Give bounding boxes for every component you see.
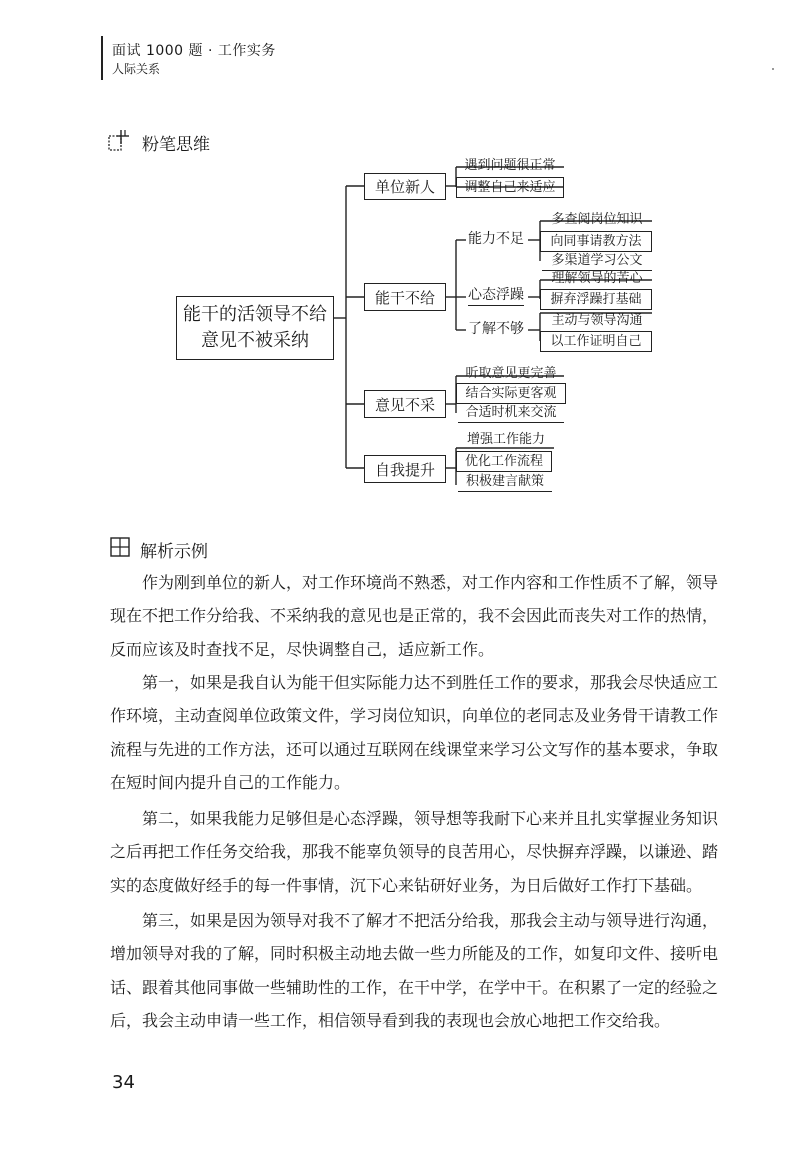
section-title-analysis-example: 解析示例 bbox=[140, 542, 208, 562]
mindmap-branch-self-improvement: 自我提升 bbox=[364, 455, 446, 483]
mindmap-leaf: 向同事请教方法 bbox=[540, 231, 652, 252]
mindmap-connectors bbox=[0, 0, 800, 520]
mindmap-leaf: 主动与领导沟通 bbox=[551, 313, 643, 328]
mindmap-leaf: 多渠道学习公文 bbox=[542, 251, 652, 271]
mindmap-leaf: 调整自己来适应 bbox=[456, 177, 564, 198]
mindmap-sub-ability: 能力不足 bbox=[468, 231, 524, 247]
mindmap-leaf: 优化工作流程 bbox=[456, 451, 552, 472]
body-paragraph-4: 第三，如果是因为领导对我不了解才不把活分给我，那我会主动与领导进行沟通，增加领导对我的了解，同时积极主动地去做一些力所能及的工作，如复印文件、接听电话、跟着其他同事做一些辅助性的工作，在干中学，在学中干。在积累了一定的经验之后，我会主动申请一些工作，相信领导看到我的表现也会放心地把工作交给我。 bbox=[110, 911, 719, 1030]
mindmap-leaf: 多查阅岗位知识 bbox=[551, 212, 643, 227]
mindmap-leaf: 摒弃浮躁打基础 bbox=[540, 289, 652, 310]
mindmap-leaf: 听取意见更完善 bbox=[465, 366, 557, 381]
page-number: 34 bbox=[112, 1072, 135, 1093]
mindmap-leaf: 积极建言献策 bbox=[458, 472, 552, 492]
mindmap-leaf: 理解领导的苦心 bbox=[551, 271, 643, 286]
mindmap-leaf: 遇到问题很正常 bbox=[464, 158, 556, 173]
mindmap-root-line-1: 能干的活领导不给 bbox=[183, 304, 327, 325]
mindmap-branch-not-given-work: 能干不给 bbox=[364, 283, 446, 311]
mindmap-root-line-2: 意见不被采纳 bbox=[201, 330, 309, 351]
mindmap-leaf: 合适时机来交流 bbox=[458, 403, 564, 423]
mindmap-root bbox=[176, 296, 334, 360]
mindmap-leaf: 结合实际更客观 bbox=[456, 383, 566, 404]
book-title: 面试 1000 题 · 工作实务 bbox=[112, 43, 276, 59]
section-title-chalk-thinking: 粉笔思维 bbox=[142, 135, 210, 155]
analysis-example-icon bbox=[110, 537, 130, 561]
mindmap-leaf: 增强工作能力 bbox=[466, 432, 545, 447]
mindmap-branch-newcomer: 单位新人 bbox=[364, 173, 446, 200]
body-paragraph-1: 作为刚到单位的新人，对工作环境尚不熟悉，对工作内容和工作性质不了解，领导现在不把工作分给我、不采纳我的意见也是正常的，我不会因此而丧失对工作的热情，反而应该及时查找不足，尽快调整自己，适应新工作。 bbox=[110, 573, 719, 659]
mindmap-sub-mindset: 心态浮躁 bbox=[468, 286, 524, 306]
mindmap-sub-understanding: 了解不够 bbox=[468, 321, 524, 337]
body-paragraph-2: 第一，如果是我自认为能干但实际能力达不到胜任工作的要求，那我会尽快适应工作环境，主动查阅单位政策文件，学习岗位知识，向单位的老同志及业务骨干请教工作流程与先进的工作方法，还可以通过互联网在线课堂来学习公文写作的基本要求，争取在短时间内提升自己的工作能力。 bbox=[110, 673, 719, 792]
mindmap-leaf: 以工作证明自己 bbox=[540, 331, 652, 352]
mindmap-branch-opinion-rejected: 意见不采 bbox=[364, 390, 446, 418]
chapter-title: 人际关系 bbox=[112, 62, 161, 76]
body-paragraph-3: 第二，如果我能力足够但是心态浮躁，领导想等我耐下心来并且扎实掌握业务知识之后再把工作任务交给我，那我不能辜负领导的良苦用心，尽快摒弃浮躁，以谦逊、踏实的态度做好经手的每一件事情，沉下心来钻研好业务，为日后做好工作打下基础。 bbox=[110, 809, 719, 895]
